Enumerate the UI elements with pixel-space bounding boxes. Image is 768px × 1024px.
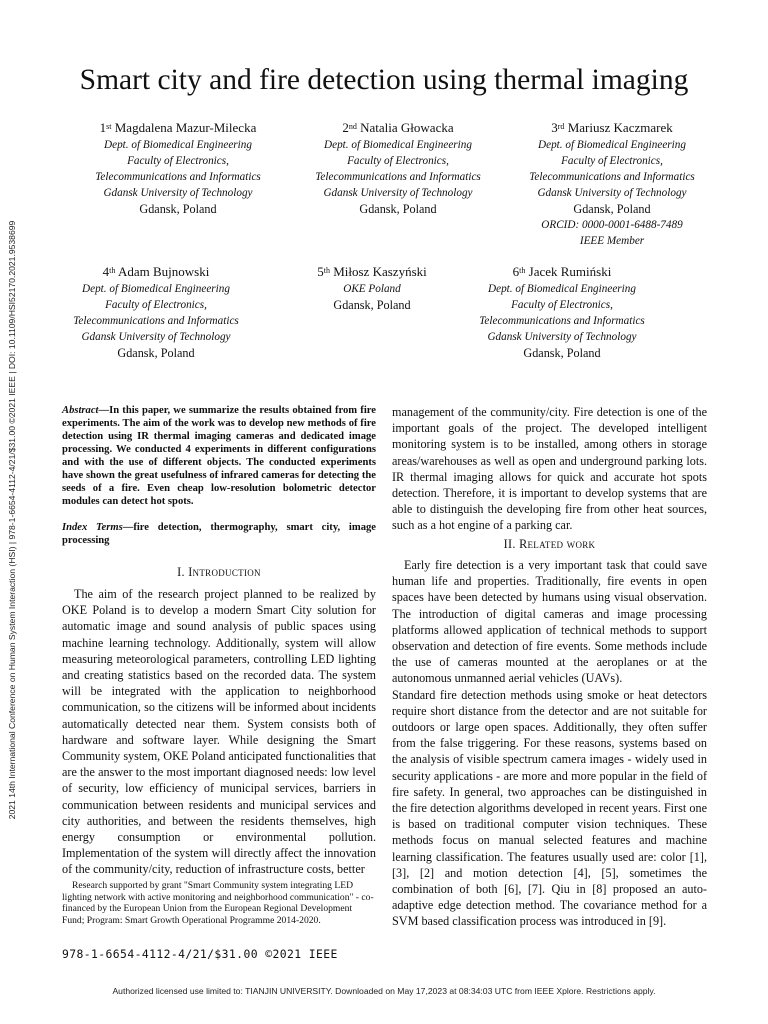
index-terms-text: —fire detection, thermography, smart city, image processing	[62, 522, 376, 546]
funding-footnote: Research supported by grant "Smart Community system integrating LED lighting network with active monitoring and neighborhood communication" - co-financed by the European Union from the European Regional Development Fund; Program: Smart Growth Operational Programme 2014-2020.	[62, 880, 374, 926]
author-block-6	[446, 263, 678, 361]
author-name: 4th Adam Bujnowski	[102, 264, 210, 279]
author-affiliation: Gdansk University of Technology	[103, 187, 253, 199]
abstract	[62, 404, 376, 508]
author-affiliation: Telecommunications and Informatics	[315, 171, 481, 183]
introduction-paragraph: The aim of the research project planned to be realized by OKE Poland is to develop a modern Smart City solution for automatic image and sound analysis of public spaces using machine learning technology. Additionally, system will allow measuring meteorological parameters, controlling LED lighting and creating statistics based on the recorded data. The system will be integrated with the application to neighborhood communication, so the citizens will be informed about incidents automatically detected near them. System consists both of hardware and software layer. While designing the Smart Community system, OKE Poland anticipated functionalities that are the answer to the most important diagnosed needs: low level of security, low efficiency of municipal services, barriers in communication between residents and municipal services and city authorities, and between the residents themselves, high energy consumption or environmental pollution. Implementation of the system will directly affect the innovation of the community/city, reduction of infrastructure costs, better	[62, 587, 376, 877]
author-block-3	[496, 119, 728, 249]
section-heading-introduction: I. Introduction	[177, 565, 261, 579]
copyright-line: 978-1-6654-4112-4/21/$31.00 ©2021 IEEE	[62, 947, 338, 961]
author-location: Gdansk, Poland	[359, 202, 437, 216]
author-affiliation: Dept. of Biomedical Engineering	[538, 139, 686, 151]
author-orcid: ORCID: 0000-0001-6488-7489	[541, 219, 683, 231]
abstract-text: —In this paper, we summarize the results obtained from fire experiments. The aim of the work was to develop new methods of fire detection using IR thermal imaging cameras and dedicated image processing. We conducted 4 experiments in different configurations and with the use of different objects. The conducted experiments have shown the great usefulness of infrared cameras for detecting the seeds of a fire. Even cheap low-resolution bolometric detector modules can detect hot spots.	[62, 405, 376, 507]
author-affiliation: Dept. of Biomedical Engineering	[324, 139, 472, 151]
author-affiliation: Gdansk University of Technology	[487, 331, 637, 343]
author-location: Gdansk, Poland	[333, 298, 411, 312]
author-membership: IEEE Member	[579, 235, 645, 247]
author-block-2	[282, 119, 514, 217]
author-affiliation: OKE Poland	[343, 283, 401, 295]
index-terms-label: Index Terms	[62, 522, 123, 533]
author-block-4	[40, 263, 272, 361]
author-affiliation: Faculty of Electronics,	[511, 299, 613, 311]
related-work-text	[392, 557, 707, 930]
author-affiliation: Telecommunications and Informatics	[95, 171, 261, 183]
author-name: 1st Magdalena Mazur-Milecka	[99, 120, 257, 135]
author-location: Gdansk, Poland	[523, 346, 601, 360]
author-affiliation: Dept. of Biomedical Engineering	[488, 283, 636, 295]
author-affiliation: Gdansk University of Technology	[537, 187, 687, 199]
author-affiliation: Telecommunications and Informatics	[73, 315, 239, 327]
author-affiliation: Telecommunications and Informatics	[479, 315, 645, 327]
author-location: Gdansk, Poland	[573, 202, 651, 216]
author-affiliation: Dept. of Biomedical Engineering	[82, 283, 230, 295]
author-affiliation: Faculty of Electronics,	[347, 155, 449, 167]
author-affiliation: Gdansk University of Technology	[323, 187, 473, 199]
author-block-1	[62, 119, 294, 217]
related-work-paragraph-1: Early fire detection is a very important task that could save human life and properties. Traditionally, fire events in open spaces have been detected by humans using visual observation. The introduction of digital cameras and image processing platforms allowed application of technical methods to support observation and detection of fire events. Some methods include the use of cameras mounted at the aeroplanes or at the autonomous unmanned aerial vehicles (UAVs).	[392, 558, 707, 686]
author-affiliation: Telecommunications and Informatics	[529, 171, 695, 183]
section-heading-related-work: II. Related work	[503, 537, 596, 551]
author-name: 3rd Mariusz Kaczmarek	[551, 120, 673, 135]
author-location: Gdansk, Poland	[139, 202, 217, 216]
introduction-continuation: management of the community/city. Fire detection is one of the important goals of the project. The developed intelligent monitoring system is to be installed, among others in storage areas/warehouses as well as open and underground parking lots. IR thermal imaging allows for quick and accurate hot spots detection. Therefore, it is important to develop systems that are able to distinguish the developing fire from other heat sources, such as a hot engine of a parking car.	[392, 405, 707, 533]
author-affiliation: Faculty of Electronics,	[127, 155, 229, 167]
author-name: 6th Jacek Rumiński	[512, 264, 612, 279]
index-terms	[62, 521, 376, 547]
author-name: 5th Miłosz Kaszyński	[317, 264, 427, 279]
author-affiliation: Faculty of Electronics,	[105, 299, 207, 311]
related-work-paragraph-2: Standard fire detection methods using smoke or heat detectors require short distance from the detector and are not suitable for outdoors or large open spaces. Additionally, they often suffer from the false triggering. For these reasons, systems based on the analysis of visible spectrum camera images - widely used in security applications - are more and more popular in the field of fire safety. In general, two approaches can be distinguished in the fire detection algorithms developed in recent years. First one is based on traditional computer vision techniques. These methods focus on manual selected features and machine learning classification. The features usually used are: color [1], [3], [2] and motion detection [4], [5], sometimes the combination of both [6], [7]. Qiu in [8] proposed an auto-adaptive edge detection method. The covariance method for a SVM based classification process was introduced in [9].	[392, 687, 707, 929]
author-affiliation: Dept. of Biomedical Engineering	[104, 139, 252, 151]
paper-title: Smart city and fire detection using thermal imaging	[79, 64, 689, 96]
author-location: Gdansk, Poland	[117, 346, 195, 360]
author-name: 2nd Natalia Głowacka	[342, 120, 454, 135]
conference-citation: 2021 14th International Conference on Human System Interaction (HSI) | 978-1-6654-4112-4/21/$31.00 ©2021 IEEE | DOI: 10.1109/HSI52170.2021.9538699	[7, 220, 17, 820]
author-affiliation: Faculty of Electronics,	[561, 155, 663, 167]
abstract-label: Abstract	[62, 405, 99, 416]
author-affiliation: Gdansk University of Technology	[81, 331, 231, 343]
license-notice: Authorized licensed use limited to: TIANJIN UNIVERSITY. Downloaded on May 17,2023 at 08:34:03 UTC from IEEE Xplore. Restrictions apply.	[112, 986, 656, 996]
